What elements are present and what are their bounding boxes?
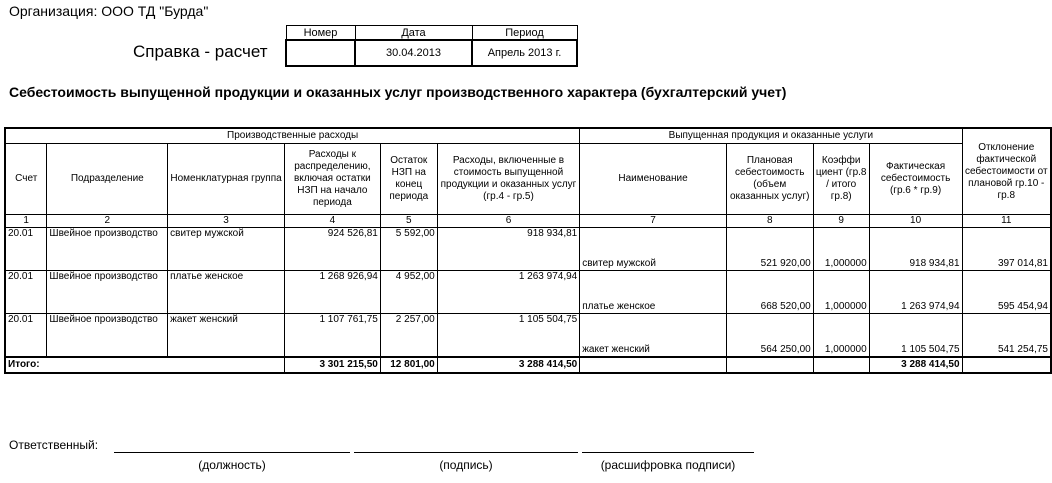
document-header-table (285, 25, 578, 67)
organization-name: Организация: ООО ТД "Бурда" (9, 3, 209, 19)
col-header-6: Расходы, включенные в стоимость выпущенной продукции и оказанных услуг (гр.4 - гр.5) (437, 144, 580, 215)
cell-wip-end: 2 257,00 (380, 314, 437, 358)
col-header-7: Наименование (580, 144, 727, 215)
col-header-8: Плановая себестоимость (объем оказанных услуг) (726, 144, 813, 215)
cell-group: свитер мужской (168, 228, 285, 271)
col-number: 7 (580, 215, 727, 228)
total-row (5, 357, 1051, 373)
col-header-10: Фактическая себестоимость (гр.6 * гр.9) (869, 144, 962, 215)
col-header-9: Коэффи циент (гр.8 / итого гр.8) (813, 144, 869, 215)
cost-table (4, 127, 1052, 374)
cell-actual-cost: 1 105 504,75 (869, 314, 962, 358)
col-number: 11 (962, 215, 1051, 228)
signature-caption: (подпись) (439, 458, 493, 472)
cell-coefficient: 1,000000 (813, 228, 869, 271)
cell-wip-end: 5 592,00 (380, 228, 437, 271)
period-label: Период (472, 26, 577, 41)
table-row (5, 228, 1051, 271)
cell-deviation: 397 014,81 (962, 228, 1051, 271)
total-costs: 3 301 215,50 (284, 357, 380, 373)
total-empty (962, 357, 1051, 373)
table-row (5, 314, 1051, 358)
cell-account: 20.01 (5, 314, 47, 358)
total-empty (580, 357, 727, 373)
col-number: 5 (380, 215, 437, 228)
cell-group: платье женское (168, 271, 285, 314)
col-number: 1 (5, 215, 47, 228)
cell-planned-cost: 521 920,00 (726, 228, 813, 271)
cell-wip-end: 4 952,00 (380, 271, 437, 314)
position-line (114, 452, 350, 453)
total-empty (813, 357, 869, 373)
col-number: 6 (437, 215, 580, 228)
cell-dept: Швейное производство (47, 271, 168, 314)
cell-account: 20.01 (5, 228, 47, 271)
col-header-5: Остаток НЗП на конец периода (380, 144, 437, 215)
col-number: 2 (47, 215, 168, 228)
decode-caption: (расшифровка подписи) (600, 458, 736, 472)
cell-coefficient: 1,000000 (813, 271, 869, 314)
group-header-output: Выпущенная продукция и оказанные услуги (580, 128, 962, 144)
col-header-11: Отклонение фактической себестоимости от плановой гр.10 - гр.8 (962, 128, 1051, 215)
col-number: 3 (168, 215, 285, 228)
cell-name: платье женское (580, 271, 727, 314)
cell-included-costs: 918 934,81 (437, 228, 580, 271)
group-header-production-costs: Производственные расходы (5, 128, 580, 144)
period-value: Апрель 2013 г. (472, 40, 577, 66)
total-empty (726, 357, 813, 373)
cell-planned-cost: 668 520,00 (726, 271, 813, 314)
cell-name: свитер мужской (580, 228, 727, 271)
cell-dept: Швейное производство (47, 228, 168, 271)
cell-actual-cost: 918 934,81 (869, 228, 962, 271)
report-heading: Себестоимость выпущенной продукции и оказанных услуг производственного характера (бухгалтерский учет) (9, 84, 787, 100)
number-value (286, 40, 355, 66)
cell-costs: 1 107 761,75 (284, 314, 380, 358)
col-header-1: Счет (5, 144, 47, 215)
col-number: 8 (726, 215, 813, 228)
cell-included-costs: 1 105 504,75 (437, 314, 580, 358)
col-header-4: Расходы к распределению, включая остатки НЗП на начало периода (284, 144, 380, 215)
cell-coefficient: 1,000000 (813, 314, 869, 358)
cell-dept: Швейное производство (47, 314, 168, 358)
cell-deviation: 595 454,94 (962, 271, 1051, 314)
total-label: Итого: (5, 357, 284, 373)
number-label: Номер (286, 26, 355, 41)
cell-account: 20.01 (5, 271, 47, 314)
cell-group: жакет женский (168, 314, 285, 358)
position-caption: (должность) (198, 458, 266, 472)
responsible-label: Ответственный: (9, 438, 99, 452)
total-wip-end: 12 801,00 (380, 357, 437, 373)
cell-costs: 1 268 926,94 (284, 271, 380, 314)
col-number: 10 (869, 215, 962, 228)
date-value: 30.04.2013 (355, 40, 472, 66)
cell-planned-cost: 564 250,00 (726, 314, 813, 358)
date-label: Дата (355, 26, 472, 41)
document-title: Справка - расчет (133, 42, 268, 61)
decode-line (582, 452, 754, 453)
cell-deviation: 541 254,75 (962, 314, 1051, 358)
col-number: 4 (284, 215, 380, 228)
signature-line (354, 452, 578, 453)
cell-actual-cost: 1 263 974,94 (869, 271, 962, 314)
col-header-2: Подразделение (47, 144, 168, 215)
total-actual-cost: 3 288 414,50 (869, 357, 962, 373)
total-included-costs: 3 288 414,50 (437, 357, 580, 373)
cell-included-costs: 1 263 974,94 (437, 271, 580, 314)
col-header-3: Номенклатурная группа (168, 144, 285, 215)
cell-name: жакет женский (580, 314, 727, 358)
table-row (5, 271, 1051, 314)
cell-costs: 924 526,81 (284, 228, 380, 271)
col-number: 9 (813, 215, 869, 228)
